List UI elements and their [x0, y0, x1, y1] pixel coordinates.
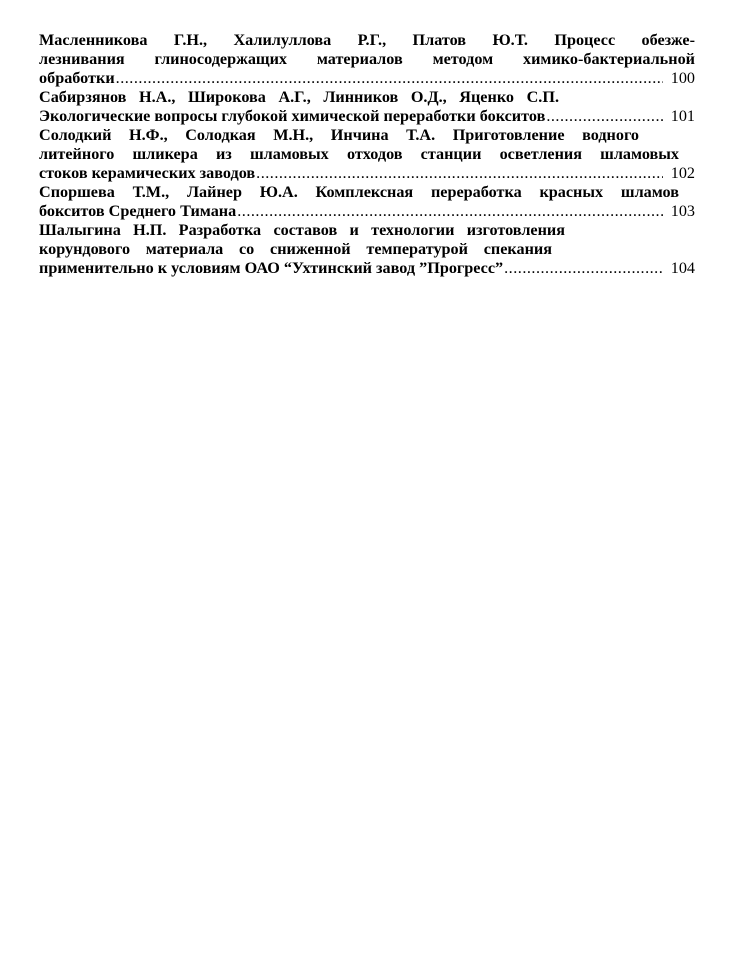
page-number: 101: [670, 107, 695, 125]
dot-leader: [504, 259, 663, 278]
toc-entry-line: [39, 202, 695, 221]
toc-entry-line: [39, 31, 695, 50]
dot-leader: [237, 202, 663, 221]
page-number: 100: [670, 69, 695, 87]
toc-entry-text: применительно к условиям ОАО “Ухтинский завод ”Прогресс”: [39, 259, 504, 277]
toc-entry: [39, 183, 695, 221]
toc-entry-line: [39, 259, 695, 278]
toc-entry-line: [39, 88, 695, 107]
toc-entry-line: [39, 164, 695, 183]
toc-entry-text: литейного шликера из шламовых отходов станции осветления шламовых: [39, 145, 679, 163]
toc-entry: [39, 88, 695, 126]
toc-entry-text: корундового материала со сниженной температурой спекания: [39, 240, 552, 258]
toc-entry-text: бокситов Среднего Тимана: [39, 202, 237, 220]
page-number: 103: [670, 202, 695, 220]
toc-entry-line: [39, 240, 695, 259]
toc-entry-line: [39, 107, 695, 126]
toc-entry-text: Шалыгина Н.П. Разработка составов и технологии изготовления: [39, 221, 565, 239]
toc-entry-line: [39, 221, 695, 240]
toc-entry-text: Масленникова Г.Н., Халилуллова Р.Г., Платов Ю.Т. Процесс обезже-: [39, 31, 695, 49]
toc-entry-line: [39, 50, 695, 69]
toc-entry: [39, 221, 695, 278]
toc-entry-line: [39, 145, 695, 164]
toc-entry-line: [39, 183, 695, 202]
dot-leader: [256, 164, 663, 183]
toc-entry-text: Солодкий Н.Ф., Солодкая М.Н., Инчина Т.А. Приготовление водного: [39, 126, 639, 144]
toc-entry-text: Экологические вопросы глубокой химической переработки бокситов: [39, 107, 546, 125]
page-number: 102: [670, 164, 695, 182]
toc-entry-line: [39, 69, 695, 88]
toc-entry: [39, 126, 695, 183]
toc-entry-text: Сабирзянов Н.А., Широкова А.Г., Линников О.Д., Яценко С.П.: [39, 88, 559, 106]
toc-entry-text: обработки: [39, 69, 115, 87]
toc-entry: [39, 31, 695, 88]
dot-leader: [116, 69, 663, 88]
page-number: 104: [670, 259, 695, 277]
toc-entry-text: Споршева Т.М., Лайнер Ю.А. Комплексная переработка красных шламов: [39, 183, 679, 201]
dot-leader: [546, 107, 663, 126]
toc-entry-line: [39, 126, 695, 145]
toc-entry-text: стоков керамических заводов: [39, 164, 256, 182]
toc-entry-text: лезнивания глиносодержащих материалов методом химико-бактериальной: [39, 50, 695, 68]
table-of-contents: [39, 31, 695, 278]
